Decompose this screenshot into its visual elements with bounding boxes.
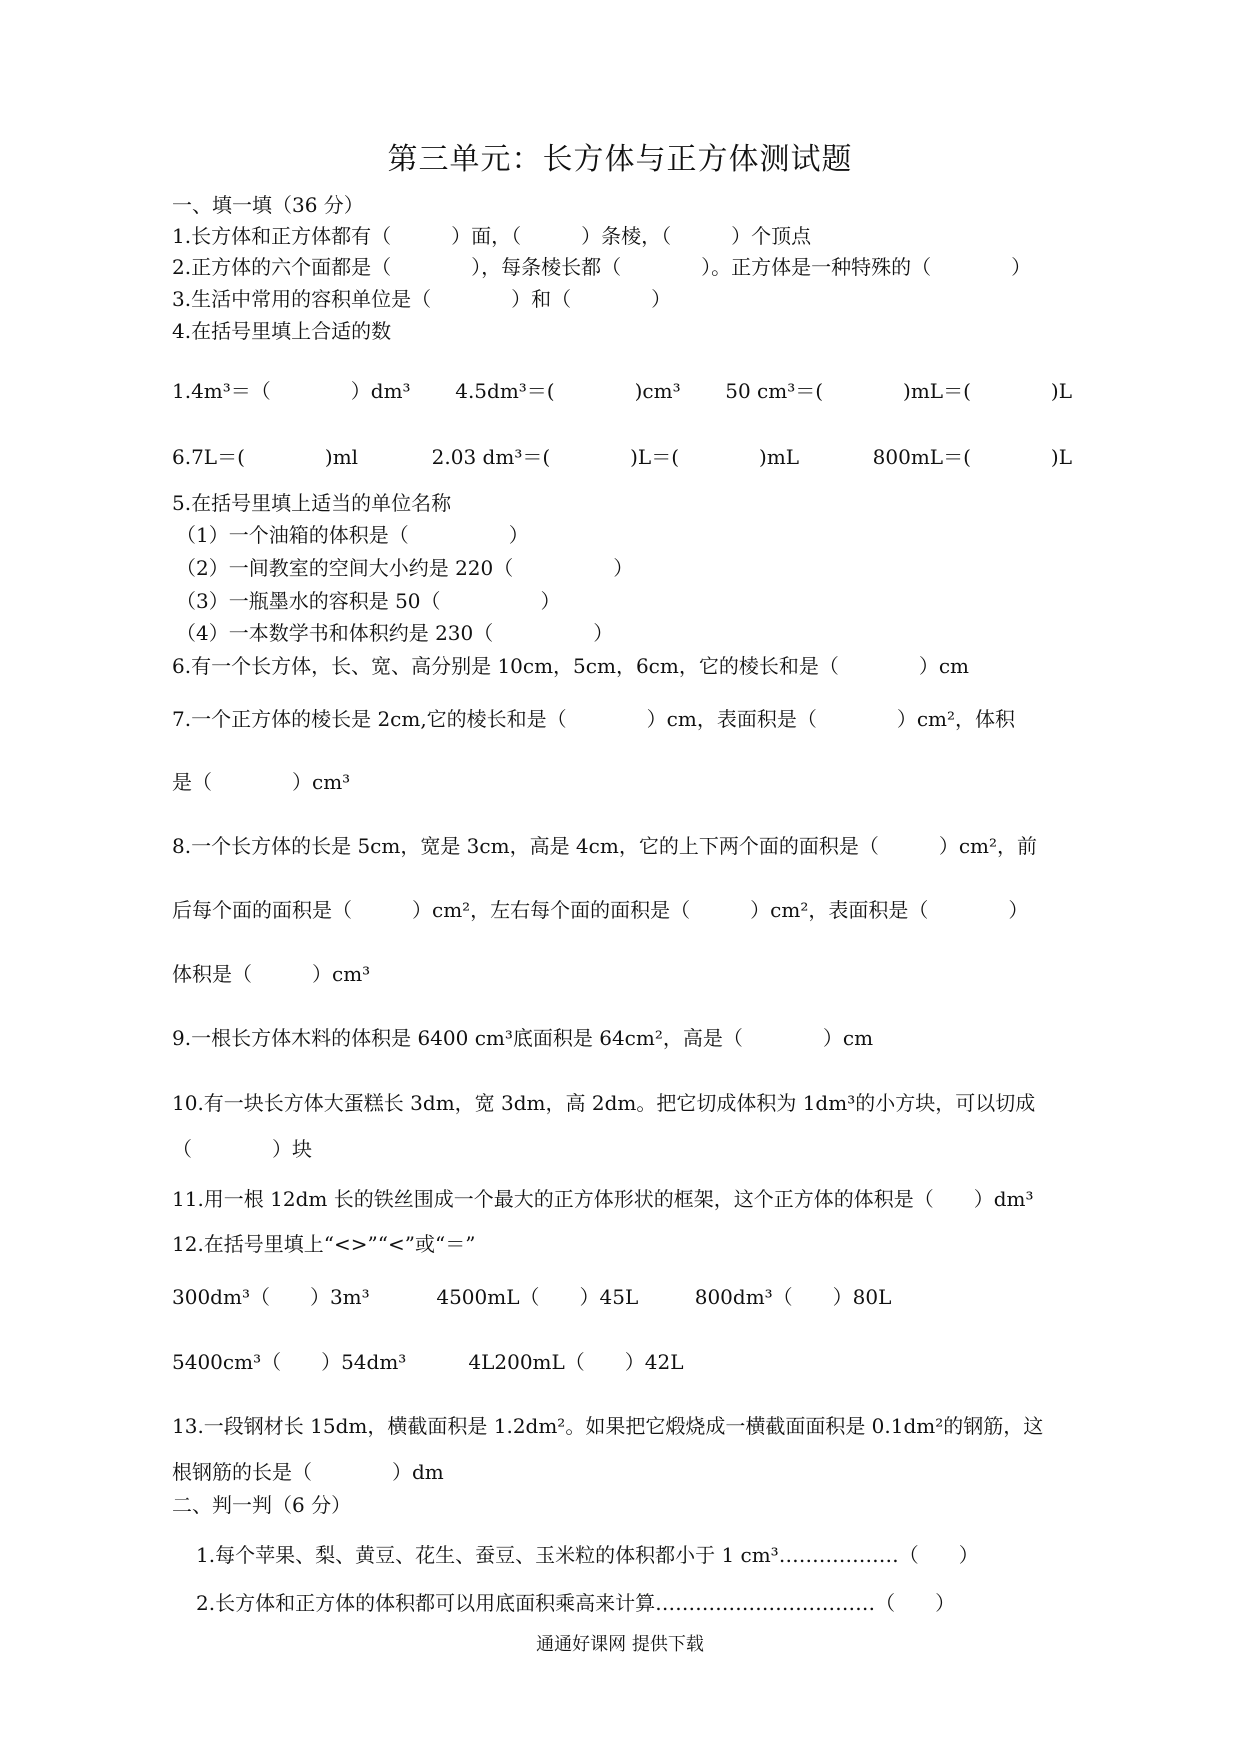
judge-2: 2.长方体和正方体的体积都可以用底面积乘高来计算……………………………（ ）	[196, 1591, 956, 1615]
question-5: 5.在括号里填上适当的单位名称	[172, 491, 452, 515]
q12-item: 5400cm³（ ）54dm³	[172, 1350, 407, 1374]
question-4-row-2	[172, 442, 1072, 472]
question-8: 8.一个长方体的长是 5cm，宽是 3cm，高是 4cm，它的上下两个面的面积是（ ）cm²，前	[172, 834, 1038, 858]
question-5-item: （1）一个油箱的体积是（ ）	[176, 523, 529, 547]
q12-item: 300dm³（ ）3m³	[172, 1285, 370, 1309]
question-7: 7.一个正方体的棱长是 2cm,它的棱长和是（ ）cm，表面积是（ ）cm²，体积	[172, 707, 1016, 731]
q4-item: 1.4m³＝（ ）dm³	[172, 379, 411, 403]
question-3: 3.生活中常用的容积单位是（ ）和（ ）	[172, 287, 672, 311]
question-5-item: （4）一本数学书和体积约是 230（ ）	[176, 621, 614, 645]
question-13-cont: 根钢筋的长是（ ）dm	[172, 1460, 444, 1484]
question-4-row-1	[172, 376, 1072, 406]
footer-credit: 通通好课网 提供下载	[536, 1634, 704, 1655]
q4-item: 2.03 dm³＝( )L＝( )mL	[431, 445, 800, 469]
q4-item: 4.5dm³＝( )cm³	[455, 379, 681, 403]
question-5-item: （2）一间教室的空间大小约是 220（ ）	[176, 556, 634, 580]
question-8-cont: 体积是（ ）cm³	[172, 962, 371, 986]
question-12-row-2	[172, 1347, 1072, 1377]
section-2-heading: 二、判一判（6 分）	[172, 1493, 352, 1517]
question-12-row-1	[172, 1282, 1072, 1312]
question-12: 12.在括号里填上“<>”“<”或“＝”	[172, 1232, 476, 1256]
page-title: 第三单元：长方体与正方体测试题	[387, 142, 853, 177]
judge-1: 1.每个苹果、梨、黄豆、花生、蚕豆、玉米粒的体积都小于 1 cm³………………（ ）	[196, 1543, 979, 1567]
section-1-heading: 一、填一填（36 分）	[172, 193, 364, 217]
question-9: 9.一根长方体木料的体积是 6400 cm³底面积是 64cm²，高是（ ）cm	[172, 1026, 874, 1050]
question-5-item: （3）一瓶墨水的容积是 50（ ）	[176, 589, 561, 613]
question-10-cont: （ ）块	[172, 1137, 312, 1161]
question-13: 13.一段钢材长 15dm，横截面积是 1.2dm²。如果把它煅烧成一横截面面积是 0.1dm²的钢筋，这	[172, 1414, 1044, 1438]
question-11: 11.用一根 12dm 长的铁丝围成一个最大的正方体形状的框架，这个正方体的体积是（ ）dm³	[172, 1187, 1034, 1211]
q12-item: 4L200mL（ ）42L	[468, 1350, 684, 1374]
question-4: 4.在括号里填上合适的数	[172, 319, 392, 343]
q4-item: 800mL＝( )L	[872, 445, 1072, 469]
question-2: 2.正方体的六个面都是（ ），每条棱长都（ ）。正方体是一种特殊的（ ）	[172, 255, 1032, 279]
question-6: 6.有一个长方体，长、宽、高分别是 10cm，5cm，6cm，它的棱长和是（ ）cm	[172, 654, 970, 678]
q12-item: 800dm³（ ）80L	[694, 1285, 892, 1309]
question-7-cont: 是（ ）cm³	[172, 770, 351, 794]
question-10: 10.有一块长方体大蛋糕长 3dm，宽 3dm，高 2dm。把它切成体积为 1dm³的小方块，可以切成	[172, 1091, 1036, 1115]
q4-item: 50 cm³＝( )mL＝( )L	[725, 379, 1072, 403]
q4-item: 6.7L＝( )ml	[172, 445, 359, 469]
question-1: 1.长方体和正方体都有（ ）面，（ ）条棱，（ ）个顶点	[172, 224, 812, 248]
question-8-cont: 后每个面的面积是（ ）cm²，左右每个面的面积是（ ）cm²，表面积是（ ）	[172, 898, 1029, 922]
q12-item: 4500mL（ ）45L	[436, 1285, 639, 1309]
